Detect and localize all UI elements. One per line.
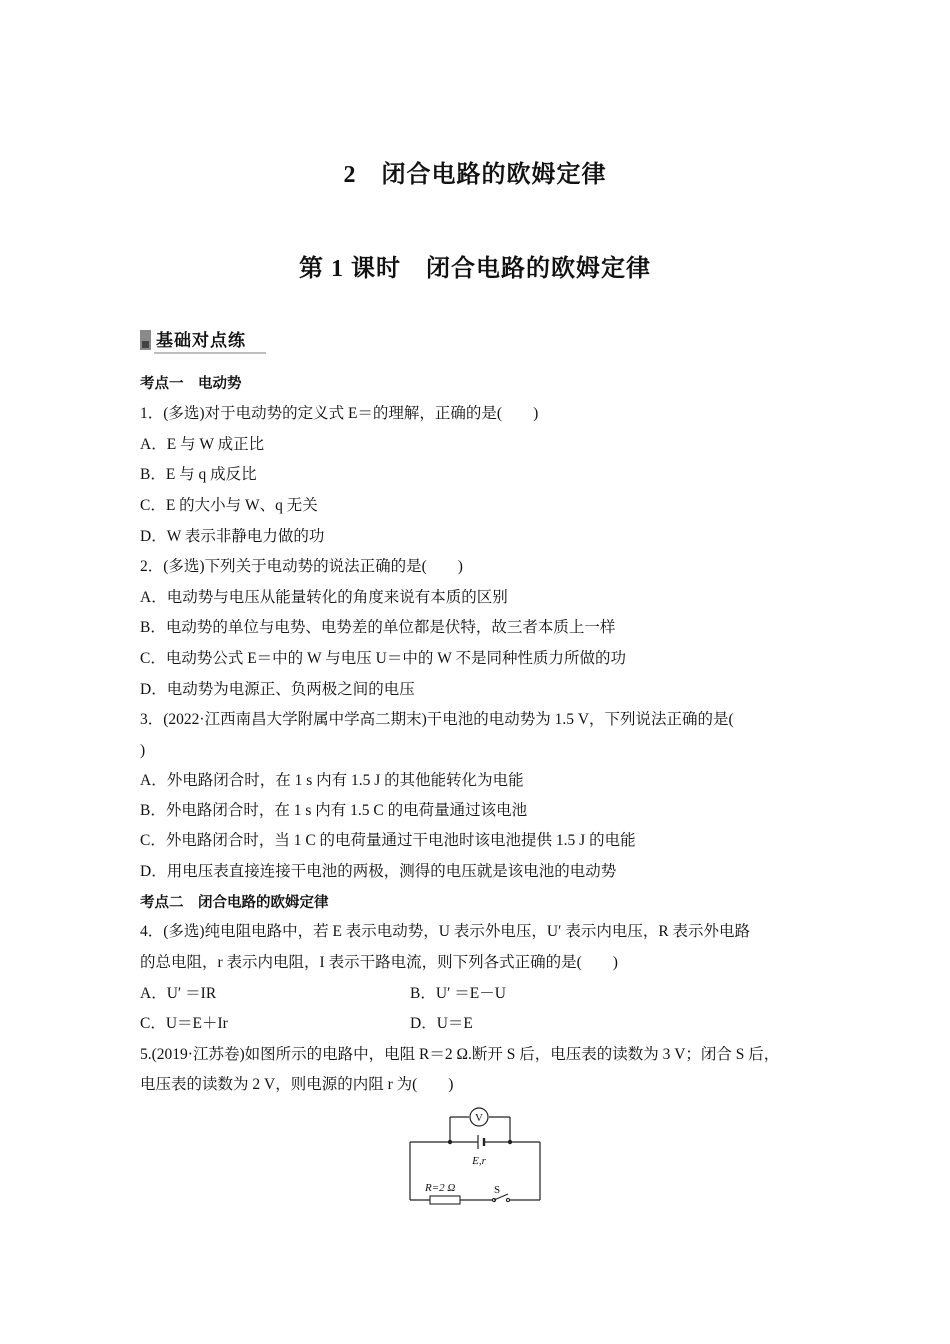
battery-icon	[478, 1135, 484, 1149]
q4-stem-line2: 的总电阻，r 表示内电阻，I 表示干路电流，则下列各式正确的是( )	[140, 954, 618, 971]
q1-stem: 1．(多选)对于电动势的定义式 E＝的理解，正确的是( )	[140, 405, 539, 422]
q2-option-a: A．电动势与电压从能量转化的角度来说有本质的区别	[140, 589, 508, 606]
knowledge-point-2: 考点二 闭合电路的欧姆定律	[140, 895, 329, 911]
section-title: 基础对点练	[156, 331, 246, 351]
q3-option-b: B．外电路闭合时，在 1 s 内有 1.5 C 的电荷量通过该电池	[140, 802, 528, 819]
knowledge-point-1: 考点一 电动势	[140, 376, 242, 392]
q2-option-c: C．电动势公式 E＝中的 W 与电压 U＝中的 W 不是同种性质力所做的功	[140, 650, 626, 667]
q4-option-c: C．U＝E＋Ir	[140, 1015, 228, 1032]
q1-option-b: B．E 与 q 成反比	[140, 466, 257, 483]
q3-option-a: A．外电路闭合时，在 1 s 内有 1.5 J 的其他能转化为电能	[140, 772, 524, 789]
q3-stem-line2: )	[140, 742, 146, 759]
q5-stem-line2: 电压表的读数为 2 V，则电源的内阻 r 为( )	[140, 1076, 454, 1093]
q2-stem: 2．(多选)下列关于电动势的说法正确的是( )	[140, 558, 463, 575]
resistor-icon	[430, 1196, 460, 1204]
q3-option-c: C．外电路闭合时，当 1 C 的电荷量通过干电池时该电池提供 1.5 J 的电能	[140, 832, 636, 849]
section-marker-icon	[140, 330, 151, 350]
q3-stem-line1: 3．(2022·江西南昌大学附属中学高二期末)干电池的电动势为 1.5 V，下列说法正确的是(	[140, 711, 734, 728]
q2-option-d: D．电动势为电源正、负两极之间的电压	[140, 681, 415, 698]
q5-stem-line1: 5.(2019·江苏卷)如图所示的电路中，电阻 R＝2 Ω.断开 S 后，电压表的读数为 3 V；闭合 S 后，	[140, 1046, 780, 1063]
q1-option-c: C．E 的大小与 W、q 无关	[140, 497, 318, 514]
resistor-label: R=2 Ω	[425, 1182, 456, 1194]
section-underline	[154, 352, 266, 354]
voltmeter-label: V	[475, 1112, 483, 1124]
q4-option-b: B．U′ ＝E－U	[410, 985, 506, 1002]
q1-option-a: A．E 与 W 成正比	[140, 436, 265, 453]
switch-label: S	[494, 1184, 501, 1196]
battery-label: E,r	[472, 1155, 486, 1167]
q4-option-a: A．U′ ＝IR	[140, 985, 217, 1002]
lesson-title: 第 1 课时 闭合电路的欧姆定律	[299, 256, 651, 282]
q4-option-d: D．U＝E	[410, 1015, 473, 1032]
q1-option-d: D．W 表示非静电力做的功	[140, 528, 325, 545]
q2-option-b: B．电动势的单位与电势、电势差的单位都是伏特，故三者本质上一样	[140, 619, 616, 636]
circuit-diagram	[405, 1100, 550, 1210]
q4-stem-line1: 4．(多选)纯电阻电路中，若 E 表示电动势，U 表示外电压，U′ 表示内电压，R 表示外电路	[140, 923, 751, 940]
chapter-title: 2 闭合电路的欧姆定律	[343, 162, 607, 188]
q3-option-d: D．用电压表直接连接干电池的两极，测得的电压就是该电池的电动势	[140, 863, 617, 880]
